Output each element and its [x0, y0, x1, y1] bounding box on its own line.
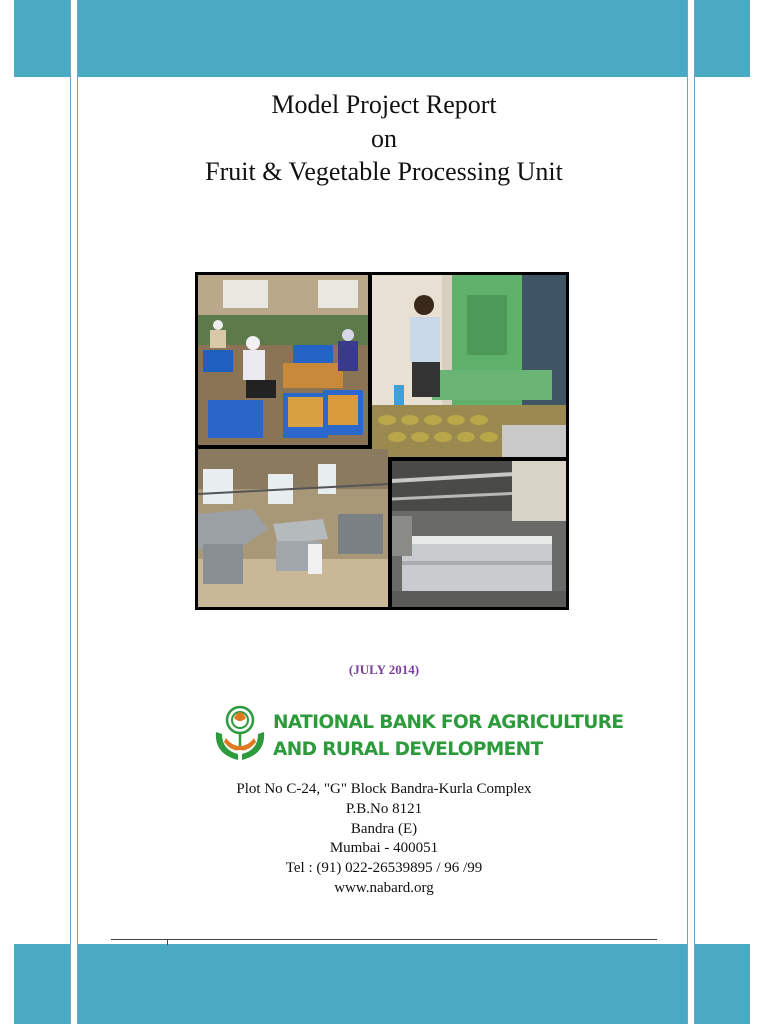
organization-name-line2: AND RURAL DEVELOPMENT	[273, 739, 543, 760]
report-title-line3: Fruit & Vegetable Processing Unit	[205, 157, 563, 186]
nabard-logo-icon	[212, 702, 272, 764]
processing-equipment-photo	[198, 449, 388, 607]
steel-tank-photo	[392, 461, 566, 607]
address-line4: Mumbai - 400051	[329, 840, 439, 856]
website-link[interactable]: www.nabard.org	[334, 880, 434, 896]
report-title-line1: Model Project Report	[271, 90, 497, 119]
header-bar-left	[14, 0, 70, 77]
footer-rule	[111, 939, 657, 940]
organization-name-line1: NATIONAL BANK FOR AGRICULTURE	[273, 712, 624, 733]
workers-sorting-fruit-photo	[198, 275, 368, 445]
address-line5: Tel : (91) 022-26539895 / 96 /99	[285, 860, 483, 876]
address-line1: Plot No C-24, "G" Block Bandra-Kurla Complex	[236, 781, 532, 797]
header-bar-center	[78, 0, 687, 77]
footer-bar-left	[14, 944, 70, 1024]
address-line3: Bandra (E)	[350, 821, 418, 837]
worker-canning-machine-photo	[372, 275, 566, 457]
footer-bar-center	[78, 944, 687, 1024]
header-bar-right	[695, 0, 750, 77]
report-title-line2: on	[371, 124, 397, 153]
footer-rule-tick	[167, 939, 168, 945]
report-date: (JULY 2014)	[348, 662, 420, 677]
address-line2: P.B.No 8121	[345, 801, 423, 817]
footer-bar-right	[695, 944, 750, 1024]
photo-collage	[195, 272, 569, 610]
